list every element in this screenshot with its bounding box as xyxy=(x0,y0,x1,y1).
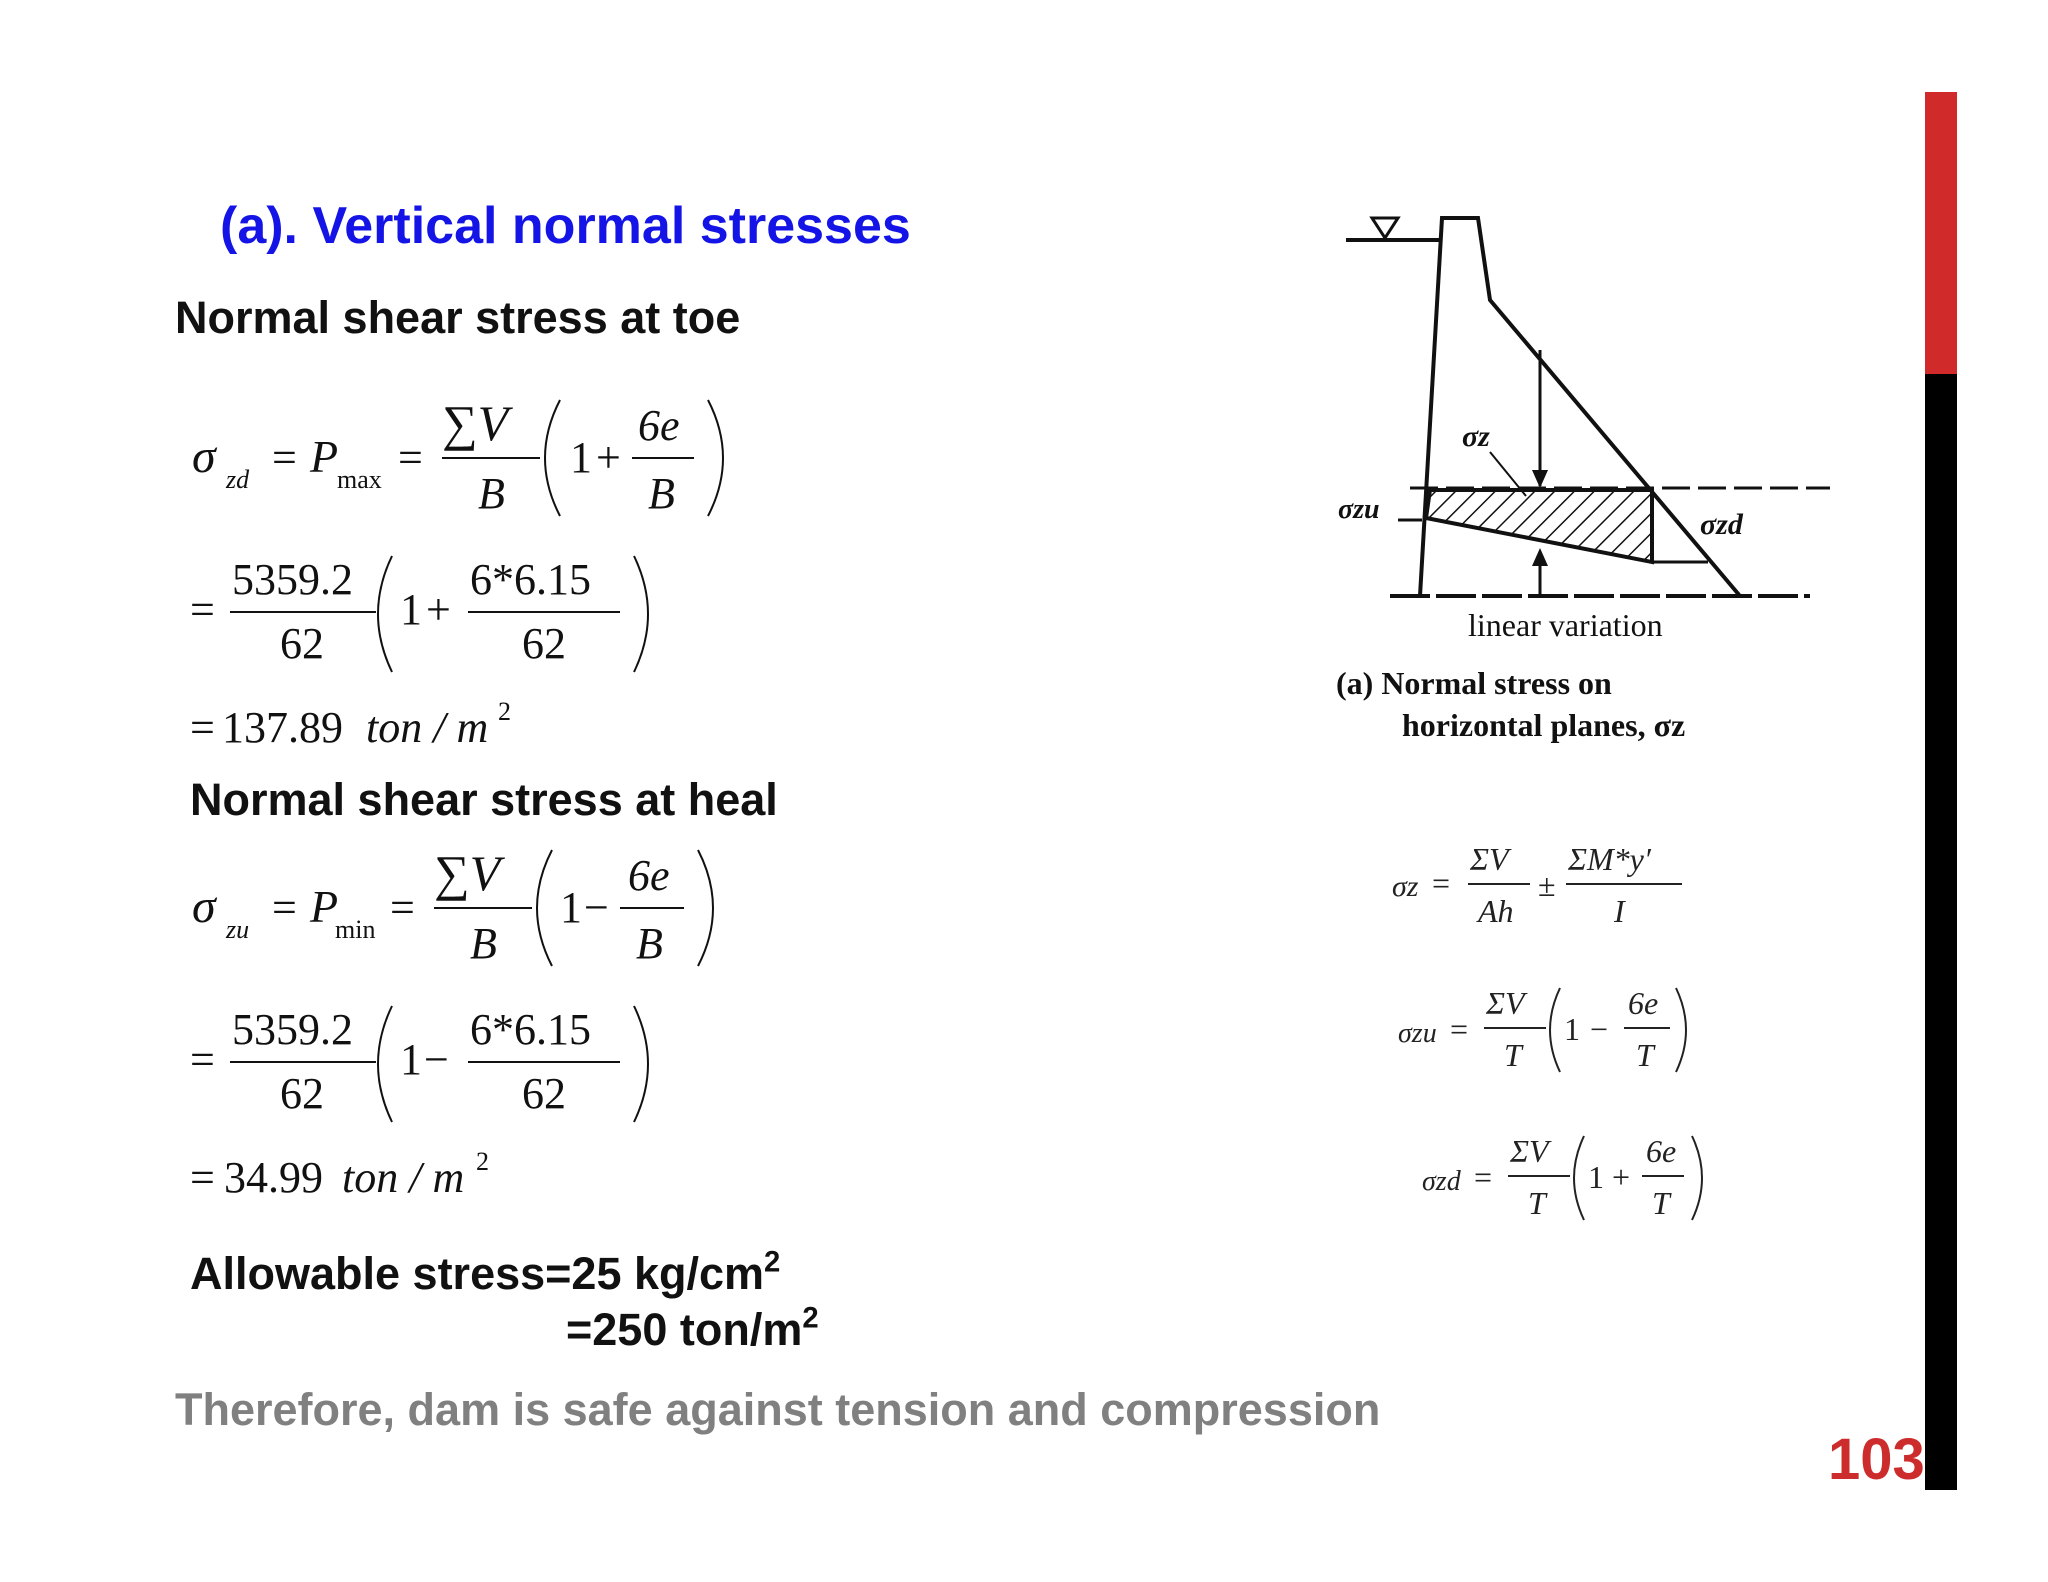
caption-line1: (a) Normal stress on xyxy=(1336,665,1612,701)
equals-sign: = xyxy=(190,585,215,634)
denominator-b: B xyxy=(648,469,675,518)
left-paren-curve xyxy=(378,1006,392,1122)
denominator-t: T xyxy=(1528,1185,1546,1221)
allowable-stress-line1 xyxy=(190,1248,780,1300)
minus-sign: − xyxy=(584,883,609,932)
one: 1 xyxy=(1564,1011,1580,1047)
denominator: 62 xyxy=(522,619,566,668)
heel-heading: Normal shear stress at heal xyxy=(190,774,778,825)
equals-sign: = xyxy=(1432,865,1451,901)
area-h: Ah xyxy=(1478,893,1514,929)
left-paren-curve xyxy=(545,400,560,516)
sigma-zd-formula xyxy=(1420,1126,1720,1236)
right-paren-curve xyxy=(634,1006,648,1122)
one: 1 xyxy=(560,883,582,932)
label-linear-variation: linear variation xyxy=(1468,607,1663,643)
formula-lhs: σz xyxy=(1392,870,1419,903)
six-e: 6e xyxy=(1646,1133,1677,1169)
formula-lhs: σzd xyxy=(1422,1166,1461,1197)
numerator: 5359.2 xyxy=(232,1005,353,1054)
left-paren-curve xyxy=(537,850,552,966)
six-e: 6e xyxy=(1628,985,1659,1021)
sigma-symbol: σ xyxy=(192,880,216,933)
label-sigma-zd: σzd xyxy=(1700,508,1743,541)
equals-sign: = xyxy=(272,883,297,932)
p-symbol: P xyxy=(310,881,339,932)
plus-sign: + xyxy=(426,585,451,634)
allowable-exponent: 2 xyxy=(802,1302,819,1335)
label-sigma-zu: σzu xyxy=(1338,494,1380,525)
left-paren-curve xyxy=(378,556,392,672)
equals-sign: = xyxy=(390,883,415,932)
sigma-symbol: σ xyxy=(192,430,216,483)
sigma-zu-formula xyxy=(1396,980,1716,1090)
minus-sign: − xyxy=(1590,1011,1609,1047)
conclusion-text: Therefore, dam is safe against tension and compression xyxy=(175,1384,1381,1435)
right-paren-curve xyxy=(698,850,713,966)
allowable-stress-line2 xyxy=(566,1304,819,1356)
equals-sign: = xyxy=(398,433,423,482)
general-stress-formula xyxy=(1390,832,1710,942)
denominator: 62 xyxy=(522,1069,566,1118)
right-paren-curve xyxy=(708,400,723,516)
denominator-t: T xyxy=(1652,1185,1670,1221)
sigma-subscript: zd xyxy=(226,465,250,494)
sum-v: ∑V xyxy=(442,395,509,451)
toe-heading: Normal shear stress at toe xyxy=(175,292,741,343)
numerator: 5359.2 xyxy=(232,555,353,604)
page-number: 103 xyxy=(1828,1427,1925,1492)
one: 1 xyxy=(400,585,422,634)
plus-sign: + xyxy=(596,433,621,482)
arrow-up-icon xyxy=(1532,548,1548,566)
minus-sign: − xyxy=(424,1035,449,1084)
one: 1 xyxy=(570,433,592,482)
p-symbol: P xyxy=(310,431,339,482)
sum-v: ΣV xyxy=(1510,1133,1549,1169)
result-unit: ton / m xyxy=(342,1153,465,1202)
equals-sign: = xyxy=(1450,1011,1469,1047)
one: 1 xyxy=(400,1035,422,1084)
unit-exponent: 2 xyxy=(476,1147,489,1176)
sum-v: ΣV xyxy=(1470,841,1509,877)
heel-result: 34.99 xyxy=(224,1153,323,1202)
toe-equations xyxy=(180,390,740,760)
sigma-subscript: zu xyxy=(226,915,250,944)
denominator-b: B xyxy=(470,919,497,968)
sum-v: ∑V xyxy=(434,845,501,901)
allowable-text: =250 ton/m xyxy=(566,1304,803,1355)
dam-stress-diagram xyxy=(1330,200,1850,760)
heel-equations xyxy=(180,840,740,1210)
p-subscript: min xyxy=(335,915,376,944)
six-e: 6e xyxy=(628,851,670,900)
equals-sign: = xyxy=(190,1153,215,1202)
plus-minus: ± xyxy=(1538,867,1556,903)
sum-v: ΣV xyxy=(1486,985,1525,1021)
numerator: 6*6.15 xyxy=(470,1005,591,1054)
label-sigma-z: σz xyxy=(1462,420,1490,453)
six-e: 6e xyxy=(638,401,680,450)
plus-sign: + xyxy=(1612,1159,1631,1195)
allowable-text: Allowable stress=25 kg/cm xyxy=(190,1248,765,1299)
caption-line2: horizontal planes, σz xyxy=(1402,707,1686,743)
p-subscript: max xyxy=(337,465,382,494)
accent-bar-black xyxy=(1925,374,1957,1490)
denominator-t: T xyxy=(1504,1037,1522,1073)
denominator: 62 xyxy=(280,619,324,668)
toe-result: 137.89 xyxy=(222,703,343,752)
denominator-b: B xyxy=(478,469,505,518)
equals-sign: = xyxy=(190,703,215,752)
one: 1 xyxy=(1588,1159,1604,1195)
allowable-exponent: 2 xyxy=(764,1246,781,1279)
unit-exponent: 2 xyxy=(498,697,511,726)
numerator: 6*6.15 xyxy=(470,555,591,604)
right-paren-curve xyxy=(634,556,648,672)
equals-sign: = xyxy=(272,433,297,482)
sum-m: ΣM*y′ xyxy=(1568,841,1651,877)
result-unit: ton / m xyxy=(366,703,489,752)
formula-lhs: σzu xyxy=(1398,1018,1437,1049)
inertia-i: I xyxy=(1614,893,1625,929)
equals-sign: = xyxy=(1474,1159,1493,1195)
accent-bar-red xyxy=(1925,92,1957,374)
arrow-down-icon xyxy=(1532,470,1548,488)
slide-title: (a). Vertical normal stresses xyxy=(220,197,911,255)
denominator-b: B xyxy=(636,919,663,968)
water-level-triangle-icon xyxy=(1372,218,1398,238)
denominator: 62 xyxy=(280,1069,324,1118)
denominator-t: T xyxy=(1636,1037,1654,1073)
equals-sign: = xyxy=(190,1035,215,1084)
